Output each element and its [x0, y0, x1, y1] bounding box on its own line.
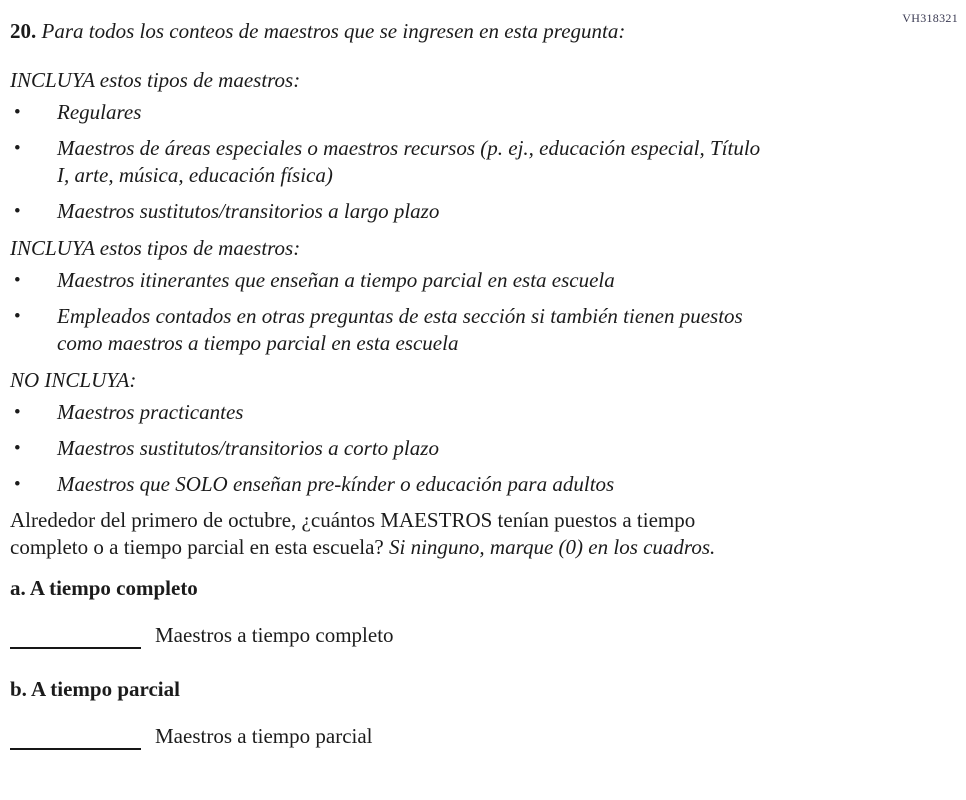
- bullet-icon: •: [14, 474, 21, 495]
- list-item: [10, 99, 950, 126]
- bullet-text: Maestros que SOLO enseñan pre-kínder o educación para adultos: [57, 472, 615, 496]
- bullet-text: Maestros practicantes: [57, 400, 244, 424]
- parttime-teachers-field[interactable]: [10, 727, 141, 750]
- include-section-2-heading: INCLUYA estos tipos de maestros:: [10, 236, 301, 260]
- prompt-note: Si ninguno, marque (0) en los cuadros.: [389, 535, 716, 559]
- bullet-icon: •: [14, 438, 21, 459]
- include-section-1: [10, 67, 950, 225]
- list-item: [10, 471, 950, 498]
- question-number: 20.: [10, 19, 37, 43]
- parttime-teachers-label: Maestros a tiempo parcial: [155, 724, 373, 748]
- list-item: [10, 303, 950, 357]
- bullet-text: Maestros de áreas especiales o maestros recursos (p. ej., educación especial, Título I, arte, música, educación física): [57, 136, 761, 187]
- include-section-2: [10, 235, 950, 357]
- bullet-text: Maestros sustitutos/transitorios a corto plazo: [57, 436, 439, 460]
- list-item: [10, 198, 950, 225]
- bullet-text: Maestros itinerantes que enseñan a tiempo parcial en esta escuela: [57, 268, 615, 292]
- list-item: [10, 267, 950, 294]
- subquestion-b-label: b. A tiempo parcial: [10, 677, 180, 701]
- question-intro: [10, 18, 950, 45]
- bullet-text: Empleados contados en otras preguntas de esta sección si también tienen puestos como maestros a tiempo parcial en esta escuela: [57, 304, 743, 355]
- include-section-1-heading: INCLUYA estos tipos de maestros:: [10, 68, 301, 92]
- bullet-icon: •: [14, 270, 21, 291]
- question-intro-text: Para todos los conteos de maestros que se ingresen en esta pregunta:: [41, 19, 626, 43]
- list-item: [10, 435, 950, 462]
- bullet-icon: •: [14, 138, 21, 159]
- list-item: [10, 399, 950, 426]
- exclude-section-heading: NO INCLUYA:: [10, 368, 137, 392]
- fulltime-teachers-label: Maestros a tiempo completo: [155, 623, 394, 647]
- fulltime-teachers-field[interactable]: [10, 626, 141, 649]
- bullet-icon: •: [14, 201, 21, 222]
- bullet-icon: •: [14, 102, 21, 123]
- prompt-main: Alrededor del primero de octubre, ¿cuántos MAESTROS tenían puestos a tiempo completo o a tiempo parcial en esta escuela?: [10, 508, 696, 559]
- bullet-text: Regulares: [57, 100, 142, 124]
- list-item: [10, 135, 950, 189]
- bullet-icon: •: [14, 402, 21, 423]
- answer-row-b: [10, 723, 950, 750]
- form-code: VH318321: [902, 11, 958, 25]
- subquestion-a-label: a. A tiempo completo: [10, 576, 198, 600]
- exclude-section: [10, 367, 950, 498]
- bullet-text: Maestros sustitutos/transitorios a largo plazo: [57, 199, 440, 223]
- bullet-icon: •: [14, 306, 21, 327]
- question-prompt: [10, 507, 770, 561]
- answer-row-a: [10, 622, 950, 649]
